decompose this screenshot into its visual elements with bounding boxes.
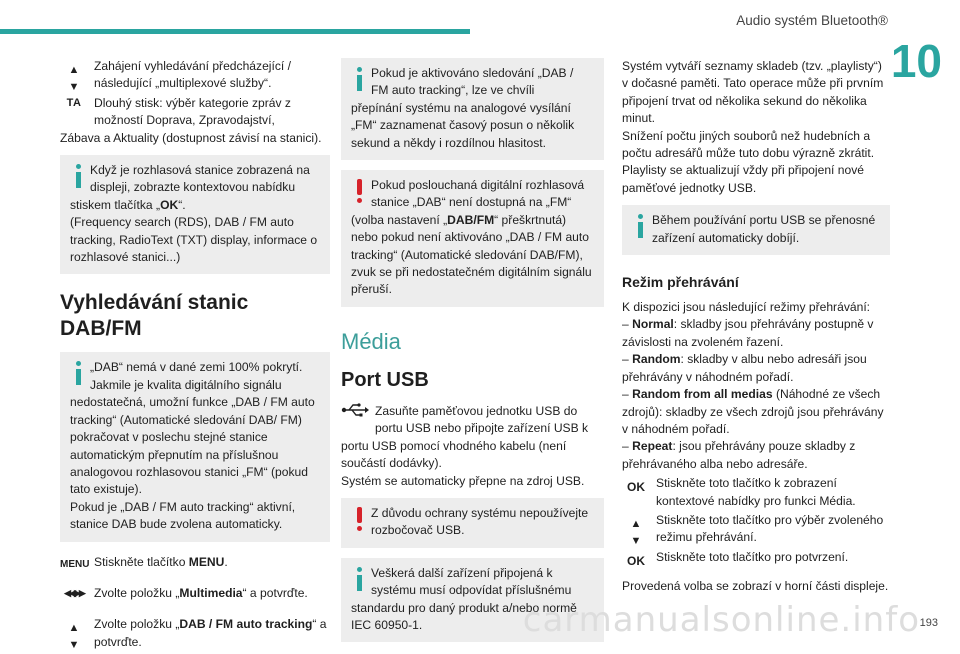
info-icon	[70, 164, 88, 188]
info-text-1: Když je rozhlasová stanice zobrazená na displeji, zobrazte kontextovou nabídku	[90, 163, 310, 195]
dab-text-1: „DAB“ nemá v dané zemi 100% pokrytí. Jakmile je kvalita digitálního signálu	[90, 360, 303, 392]
seek-arrows-icon: ◀◀▶▶	[64, 587, 84, 598]
arrows-select-text: Stiskněte toto tlačítko pro výběr zvoleného režimu přehrávání.	[656, 512, 884, 545]
usb-text-2: portu USB pomocí vhodného kabelu (není součástí dodávky).	[341, 438, 567, 471]
info-box-time-shift	[341, 58, 604, 160]
play-mode-random-all: – Random from all medias (Náhodné ze všech zdrojů): skladby ze všech zdrojů jsou přehrávány v náhodném pořadí.	[622, 387, 884, 436]
ok-button-icon: OK	[627, 553, 645, 568]
info-text-3: (Frequency search (RDS), DAB / FM auto tracking, RadioText (TXT) display, informace o rozhlasové stanici...)	[70, 215, 318, 265]
up-down-arrows-icon: ▲ ▼	[630, 517, 642, 547]
ta-text-cont: Zábava a Aktuality (dostupnost závisí na stanici).	[60, 130, 322, 145]
usb-icon	[341, 403, 369, 423]
final-note: Provedená volba se zobrazí v horní části displeje.	[622, 579, 889, 594]
up-down-arrows-icon: ▲ ▼	[68, 64, 80, 93]
ok-button-icon: OK	[627, 480, 645, 495]
column-2	[341, 58, 604, 652]
info-icon	[351, 67, 369, 91]
warning-box-usb-hub	[341, 498, 604, 548]
section-heading-media: Média	[341, 328, 401, 354]
multiplex-search-row	[60, 58, 330, 93]
play-mode-intro: K dispozici jsou následující režimy přehrávání:	[622, 300, 871, 315]
page-number: 193	[919, 616, 938, 629]
ok-context-row	[622, 475, 890, 510]
ok-context-text: Stiskněte toto tlačítko k zobrazení kontextové nabídky pro funkci Média.	[656, 476, 856, 508]
play-mode-random: – Random: skladby v albu nebo adresáři jsou přehrávány v náhodném pořadí.	[622, 352, 867, 384]
watermark: carmanualsonline.info	[522, 600, 920, 640]
section-heading-play-mode: Režim přehrávání	[622, 274, 739, 291]
info-icon	[351, 567, 369, 591]
ta-text: Dlouhý stisk: výběr kategorie zpráv z možností Doprava, Zpravodajství,	[94, 95, 291, 128]
info-icon	[70, 361, 88, 385]
header-accent-bar	[0, 29, 470, 34]
dab-tracking-step	[60, 616, 330, 651]
multiplex-search-text: Zahájení vyhledávání předcházející / následující „multiplexové služby“.	[94, 59, 291, 91]
multimedia-step-text: Zvolte položku „Multimedia“ a potvrďte.	[94, 585, 308, 600]
menu-step	[60, 554, 330, 571]
standards-text-1: Veškerá další zařízení připojená k systému musí odpovídat příslušnému	[371, 565, 572, 598]
play-mode-repeat: – Repeat: jsou přehrávány pouze skladby z přehrávaného alba nebo adresáře.	[622, 439, 856, 471]
info-text-2: stiskem tlačítka „OK“.	[70, 197, 186, 212]
playlist-text-2: Snížení počtu jiných souborů než hudebních a počtu adresářů může tuto dobu výrazně zkrátit.	[622, 128, 875, 161]
column-1	[60, 58, 330, 653]
warning-icon	[351, 179, 369, 203]
chapter-number: 10	[890, 35, 942, 87]
up-down-arrows-icon: ▲ ▼	[68, 622, 80, 652]
usb-text-1: Zasuňte paměťovou jednotku USB do portu USB nebo připojte zařízení USB k	[375, 403, 589, 436]
info-icon	[632, 214, 650, 238]
standards-text-2: standardu pro daný produkt a/nebo normě IEC 60950-1.	[351, 600, 577, 632]
section-heading-usb: Port USB	[341, 368, 429, 391]
ta-row	[60, 95, 330, 130]
timeshift-text-1: Pokud je aktivováno sledování „DAB / FM auto tracking“, lze ve chvíli	[371, 66, 574, 98]
dab-unavail-text-2: (volba nastavení „DAB/FM“ přeškrtnutá) nebo pokud není aktivováno „DAB / FM auto tracking“ (Automatické sledování DAB/FM), zvuk se při nedostatečném digitálním signálu přeruší.	[351, 212, 592, 297]
ok-confirm-text: Stiskněte toto tlačítko pro potvrzení.	[656, 549, 849, 564]
dab-unavail-text-1: Pokud poslouchaná digitální rozhlasová stanice „DAB“ není dostupná na „FM“	[371, 178, 585, 210]
dab-text-3: Pokud je „DAB / FM auto tracking“ aktivní, stanice DAB bude zvolena automaticky.	[70, 499, 296, 532]
info-box-charging	[622, 205, 890, 255]
info-box-context-menu	[60, 155, 330, 274]
multimedia-step	[60, 585, 330, 602]
charging-text: Během používání portu USB se přenosné zařízení automaticky dobíjí.	[652, 213, 876, 245]
arrows-select-row	[622, 512, 890, 547]
section-heading-dab-fm: Vyhledávání stanic DAB/FM	[60, 291, 249, 341]
warning-icon	[351, 507, 369, 531]
timeshift-text-2: přepínání systému na analogové vysílání „FM“ zaznamenat časový posun o několik sekund a někdy i rozdílnou hlasitost.	[351, 100, 575, 150]
header-title: Audio systém Bluetooth®	[736, 13, 888, 28]
play-mode-normal: – Normal: skladby jsou přehrávány postupně v závislosti na zvoleném řazení.	[622, 317, 874, 349]
usb-row	[341, 403, 604, 438]
ta-button-icon: TA	[66, 96, 82, 109]
usb-text-3: Systém se automaticky přepne na zdroj USB.	[341, 473, 585, 488]
ok-confirm-row	[622, 549, 890, 566]
playlist-text-1: Systém vytváří seznamy skladeb (tzv. „playlisty“) v dočasné paměti. Tato operace může při prvním připojení trvat od několika sekund do několika minut.	[622, 59, 884, 126]
usb-hub-text: Z důvodu ochrany systému nepoužívejte rozbočovač USB.	[371, 505, 589, 538]
dab-text-2: nedostatečná, umožní funkce „DAB / FM auto tracking“ (Automatické sledování DAB/ FM) pokračovat v poslechu stejné stanice automatickým přepnutím na příslušnou analogovou rozhlasovou stanici „FM“ (pokud tato existuje).	[70, 395, 315, 497]
info-box-dab-coverage	[60, 352, 330, 541]
dab-tracking-step-text: Zvolte položku „DAB / FM auto tracking“ a potvrďte.	[94, 617, 327, 649]
menu-step-text: Stiskněte tlačítko MENU.	[94, 554, 228, 569]
warning-box-dab-unavailable	[341, 170, 604, 307]
playlist-text-3: Playlisty se aktualizují vždy při připojení nové paměťové jednotky USB.	[622, 163, 864, 195]
menu-button-icon: MENU	[60, 558, 90, 570]
column-3	[622, 58, 890, 596]
